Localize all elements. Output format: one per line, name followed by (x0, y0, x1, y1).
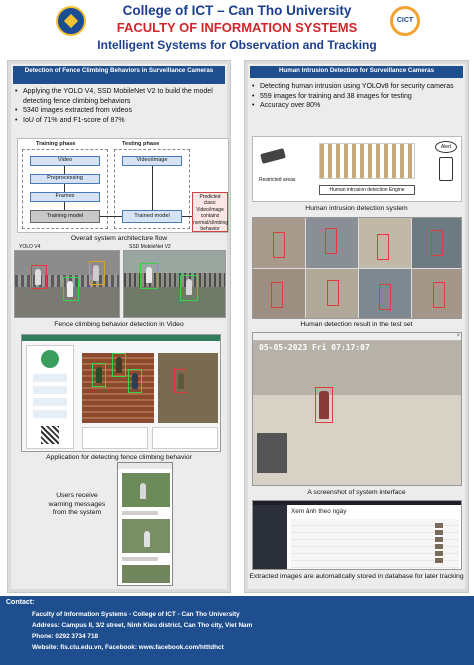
detection-box (327, 280, 339, 306)
preprocessing-box: Preprocessing (30, 174, 100, 184)
video-box: Video (30, 156, 100, 166)
database-screenshot (252, 500, 462, 570)
detection-box (92, 363, 106, 387)
right-bullet: • Accuracy over 80% (252, 101, 461, 111)
app-topbar (22, 335, 221, 341)
video-image-box: Video/image (122, 156, 182, 166)
system-caption: Human intrusion detection system (305, 205, 408, 212)
app-screenshot (21, 334, 221, 452)
theme-title: Intelligent Systems for Observation and Tracking (97, 38, 377, 52)
faculty-title: FACULTY OF INFORMATION SYSTEMS (116, 20, 358, 35)
phone-statusbar (118, 463, 173, 469)
contact-org: Faculty of Information Systems - College of ICT - Can Tho University (32, 611, 240, 618)
db-table (291, 519, 459, 569)
detection-box (180, 275, 198, 301)
alert-bubble: Alert (435, 141, 457, 153)
detection-box (174, 369, 188, 393)
architecture-caption: Overall system architecture flow (70, 235, 168, 242)
left-bullet: • 5340 images extracted from videos (15, 106, 223, 116)
left-bullets (15, 87, 223, 125)
testing-phase-label: Testing phase (122, 141, 160, 147)
contact-heading: Contact: (6, 599, 35, 606)
ssd-label: SSD MobileNet V2 (129, 244, 171, 250)
left-panel (7, 60, 231, 593)
person (140, 483, 146, 499)
left-bullet: • Applying the YOLO V4, SSD MobileNet V2 to build the model detecting fence climbing behaviors (15, 87, 223, 106)
flow-arrow (152, 166, 153, 210)
right-section-title: Human Intrusion Detection for Surveillance Cameras (250, 66, 463, 78)
engine-box: Human intrusion detection Engine (319, 185, 415, 195)
app-menu-item (33, 386, 67, 394)
flow-arrow (182, 216, 192, 217)
trained-model-box: Trained model (122, 210, 182, 223)
contact-footer (0, 596, 474, 665)
yolo-label: YOLO V4 (19, 244, 41, 250)
app-options-panel (82, 427, 148, 449)
smartphone-icon (439, 157, 453, 181)
warning-image (122, 519, 170, 553)
system-interface-screenshot (252, 332, 462, 486)
flow-arrow (64, 184, 65, 192)
training-phase-label: Training phase (36, 141, 76, 147)
db-heading: Xem ảnh theo ngày (291, 508, 347, 515)
predicted-class-box: Predicted class: Video/image contains normal/climbing behavior (193, 194, 229, 233)
detection-box (31, 265, 47, 289)
detection-box (431, 230, 443, 256)
right-bullet: • 559 images for training and 38 images for testing (252, 92, 461, 102)
detection-box (315, 387, 333, 423)
app-options-panel (152, 427, 218, 449)
right-bullets (252, 82, 461, 111)
ssd-detection-image (123, 250, 226, 318)
engine-network (319, 143, 415, 179)
camera-icon (260, 148, 286, 164)
window-titlebar (253, 333, 462, 341)
detection-caption: Fence climbing behavior detection in Video (54, 321, 184, 328)
detection-box (379, 284, 391, 310)
detection-box (63, 277, 79, 301)
detection-box (325, 228, 337, 254)
warning-caption: Users receive warning messages from the system (48, 492, 106, 516)
contact-phone: Phone: 0292 3734 718 (32, 633, 99, 640)
detection-box (273, 232, 285, 258)
phone-screenshot (117, 462, 173, 586)
cict-logo-text: CICT (396, 17, 414, 24)
app-video-frame-2 (158, 353, 218, 423)
app-menu-item (33, 374, 67, 382)
yolo-detection-image (14, 250, 120, 318)
detection-box (377, 234, 389, 260)
app-sidebar (26, 345, 74, 449)
restricted-areas-label: Restricted areas (259, 177, 296, 183)
result-caption: Human detection result in the test set (300, 321, 413, 328)
flow-arrow (100, 216, 122, 217)
railing (257, 433, 287, 473)
warning-image (122, 473, 170, 507)
intrusion-system-diagram (252, 136, 462, 202)
app-video-frame (82, 353, 154, 423)
detection-box (140, 263, 158, 289)
camera-timestamp: 05-05-2023 Fri 07:17:07 (259, 343, 370, 352)
person (144, 531, 150, 547)
interface-caption: A screenshot of system interface (307, 489, 406, 496)
header (0, 0, 474, 58)
detection-box (89, 261, 105, 285)
detection-box (271, 282, 283, 308)
database-caption: Extracted images are automatically stored in database for later tracking (249, 573, 464, 580)
message-text-line (122, 511, 158, 515)
flow-arrow (64, 202, 65, 210)
detection-box (128, 369, 142, 393)
app-caption: Application for detecting fence climbing behavior (46, 454, 192, 461)
db-topbar (253, 501, 462, 505)
detection-box (433, 282, 445, 308)
architecture-diagram (17, 138, 229, 233)
contact-website[interactable]: Website: fis.ctu.edu.vn, Facebook: www.facebook.com/htttdhct (32, 644, 224, 651)
message-text-line (122, 557, 158, 561)
right-bullet: • Detecting human intrusion using YOLOv8 for security cameras (252, 82, 461, 92)
detection-box (112, 353, 126, 377)
flow-arrow (64, 166, 65, 174)
db-sidebar (253, 501, 287, 570)
close-icon[interactable]: × (456, 333, 460, 339)
frames-box: Frames (30, 192, 100, 202)
app-logo (41, 350, 59, 368)
contact-address: Address: Campus II, 3/2 street, Ninh Kieu district, Can Tho city, Viet Nam (32, 622, 253, 629)
app-menu-item (33, 410, 67, 418)
left-section-title: Detection of Fence Climbing Behaviors in Surveillance Cameras (13, 66, 225, 84)
right-panel (244, 60, 469, 593)
db-thumbnails (435, 523, 443, 563)
left-bullet: • IoU of 71% and F1-score of 87% (15, 116, 223, 126)
training-model-box: Training model (30, 210, 100, 223)
warning-image (122, 565, 170, 583)
college-title: College of ICT – Can Tho University (122, 3, 352, 18)
test-set-grid (252, 217, 462, 319)
app-menu-item (33, 398, 67, 406)
qr-code (41, 426, 59, 444)
